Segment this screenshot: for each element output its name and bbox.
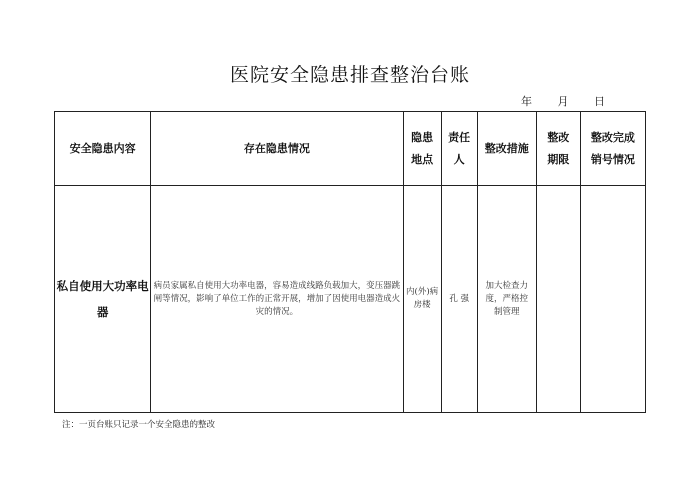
hazard-ledger-table (54, 111, 646, 413)
year-label: 年 (521, 95, 532, 108)
cell-measures: 加大检查力度，严格控制管理 (477, 186, 536, 413)
header-responsible: 责任人 (441, 112, 477, 186)
cell-responsible: 孔 强 (441, 186, 477, 413)
date-line (499, 93, 605, 109)
month-label: 月 (557, 95, 569, 108)
cell-location: 内(外)病房楼 (403, 186, 441, 413)
footnote: 注：一页台账只记录一个安全隐患的整改 (62, 420, 216, 430)
header-completion: 整改完成销号情况 (580, 112, 645, 186)
cell-situation: 病员家属私自使用大功率电器，容易造成线路负载加大，变压器跳闸等情况，影响了单位工作的正常开展，增加了因使用电器造成火灾的情况。 (151, 186, 403, 413)
header-situation: 存在隐患情况 (151, 112, 403, 186)
cell-deadline (536, 186, 580, 413)
page-title: 医院安全隐患排查整治台账 (229, 64, 470, 86)
day-label: 日 (594, 95, 605, 108)
header-deadline: 整改期限 (536, 112, 580, 186)
cell-hazard-content: 私自使用大功率电器 (55, 186, 151, 413)
header-hazard-content: 安全隐患内容 (55, 112, 151, 186)
cell-completion (580, 186, 645, 413)
header-measures: 整改措施 (477, 112, 536, 186)
table-header-row (55, 112, 646, 186)
table-row (55, 186, 646, 413)
header-location: 隐患地点 (403, 112, 441, 186)
